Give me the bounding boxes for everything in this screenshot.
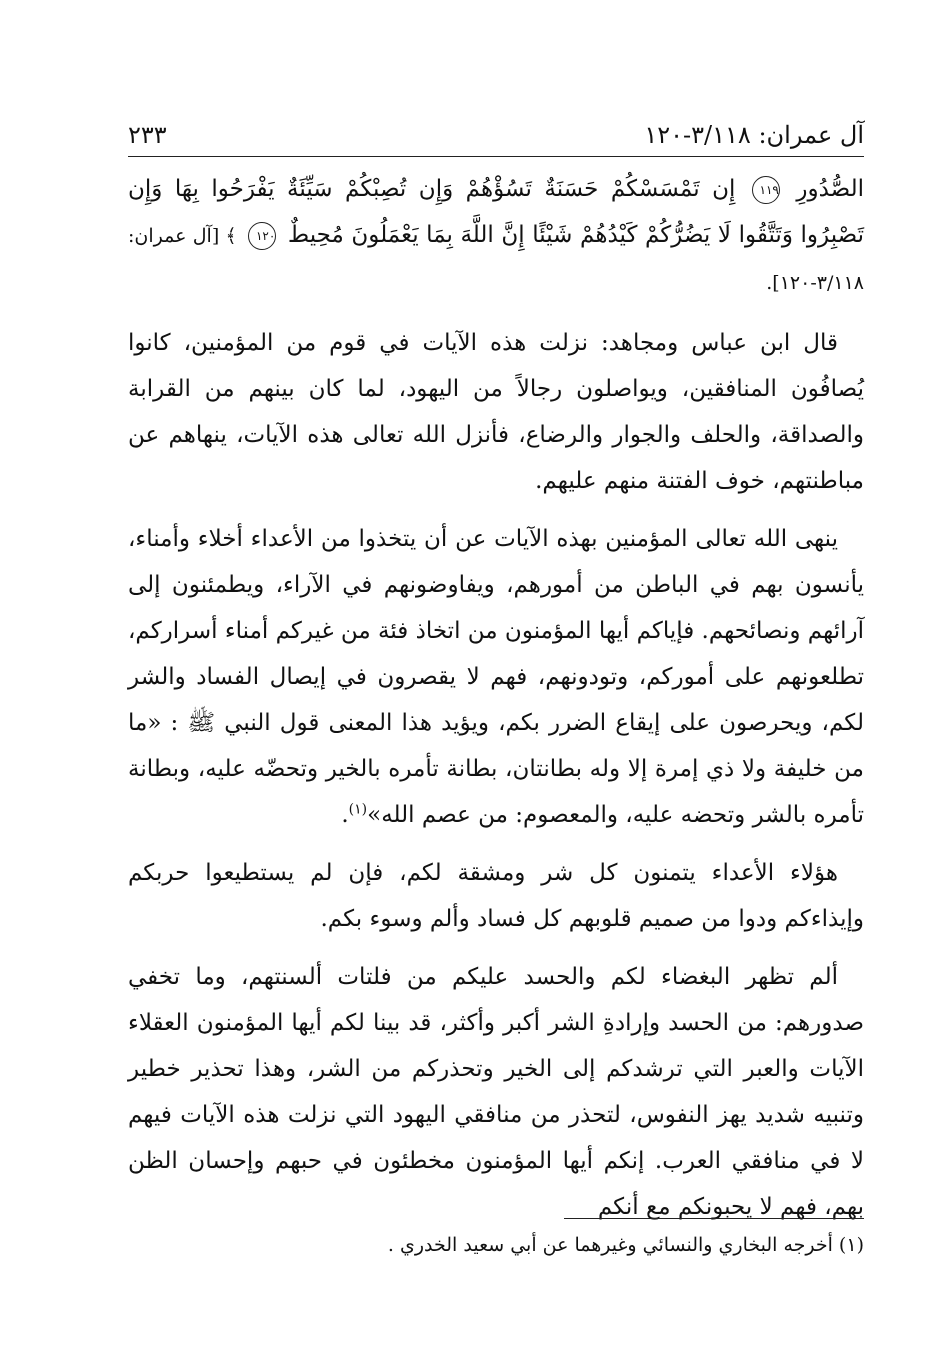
footnote-reference: (١) <box>348 801 368 818</box>
page-header <box>128 116 864 154</box>
verse-citation: ﴾ [آل عمران: ٣/١١٨-١٢٠]. <box>128 225 864 294</box>
running-head: آل عمران: ٣/١١٨-١٢٠ <box>644 121 864 149</box>
body-text <box>128 166 864 1242</box>
paragraph-3: هؤلاء الأعداء يتمنون كل شر ومشقة لكم، فإن لم يستطيعوا حربكم وإيذاءكم ودوا من صميم قلوبهم كل فساد وألم وسوء بكم. <box>128 860 864 932</box>
paragraph-2 <box>128 516 864 838</box>
footnote-rule <box>564 1218 864 1219</box>
paragraph-2-text: ينهى الله تعالى المؤمنين بهذه الآيات عن أن يتخذوا من الأعداء أخلاء وأمناء، يأنسون بهم في الباطن من أمورهم، ويفاوضونهم في الآراء، ويطمئنون إلى آرائهم ونصائحهم. فإياكم أيها المؤمنون من اتخاذ فئة من غيركم أمناء أسراركم، تطلعونهم على أموركم، وتودونهم، فهم لا يقصرون في إيصال الفساد والشر لكم، ويحرصون على إيقاع الضرر بكم، ويؤيد هذا المعنى قول النبي ﷺ : «ما من خليفة ولا ذي إمرة إلا وله بطانتان، بطانة تأمره بالخير وتحضّه عليه، وبطانة تأمره بالشر وتحضه عليه، والمعصوم: من عصم الله» <box>128 526 864 828</box>
page-number: ٢٣٣ <box>128 121 167 149</box>
header-rule <box>128 156 864 157</box>
quran-verse <box>128 166 864 306</box>
verse-part-2: إِن تَمْسَسْكُمْ حَسَنَةٌ تَسُؤْهُمْ وَإِن تُصِبْكُمْ سَيِّئَةٌ يَفْرَحُوا بِهَا وَإِن تَصْبِرُوا وَتَتَّقُوا لَا يَضُرُّكُمْ كَيْدُهُمْ شَيْئًا إِنَّ اللَّهَ بِمَا يَعْمَلُونَ مُحِيطٌ <box>128 176 864 248</box>
paragraph-4: ألم تظهر البغضاء لكم والحسد عليكم من فلتات ألسنتهم، وما تخفي صدورهم: من الحسد وإرادةِ الشر أكبر وأكثر، قد بينا لكم أيها المؤمنون العقلاء الآيات والعبر التي ترشدكم إلى الخير وتحذركم من الشر، وهذا تحذير خطير وتنبيه شديد يهز النفوس، لتحذر من منافقي اليهود التي نزلت هذه الآيات فيهم لا في منافقي العرب. إنكم أيها المؤمنون مخطئون في حبهم وإحسان الظن بهم، فهم لا يحبونكم مع أنكم <box>128 964 865 1220</box>
footnote: (١) أخرجه البخاري والنسائي وغيرهما عن أبي سعيد الخدري . <box>387 1234 864 1256</box>
verse-part-1: الصُّدُورِ <box>796 176 864 202</box>
paragraph-2-end: . <box>341 802 349 828</box>
ayah-number-119: ١١٩ <box>752 176 780 204</box>
paragraph-1: قال ابن عباس ومجاهد: نزلت هذه الآيات في قوم من المؤمنين، كانوا يُصافُون المنافقين، ويواصلون رجالاً من اليهود، لما كان بينهم من القرابة والصداقة، والحلف والجوار والرضاع، فأنزل الله تعالى هذه الآيات، ينهاهم عن مباطنتهم، خوف الفتنة منهم عليهم. <box>128 330 864 494</box>
ayah-number-120: ١٢٠ <box>248 222 276 250</box>
